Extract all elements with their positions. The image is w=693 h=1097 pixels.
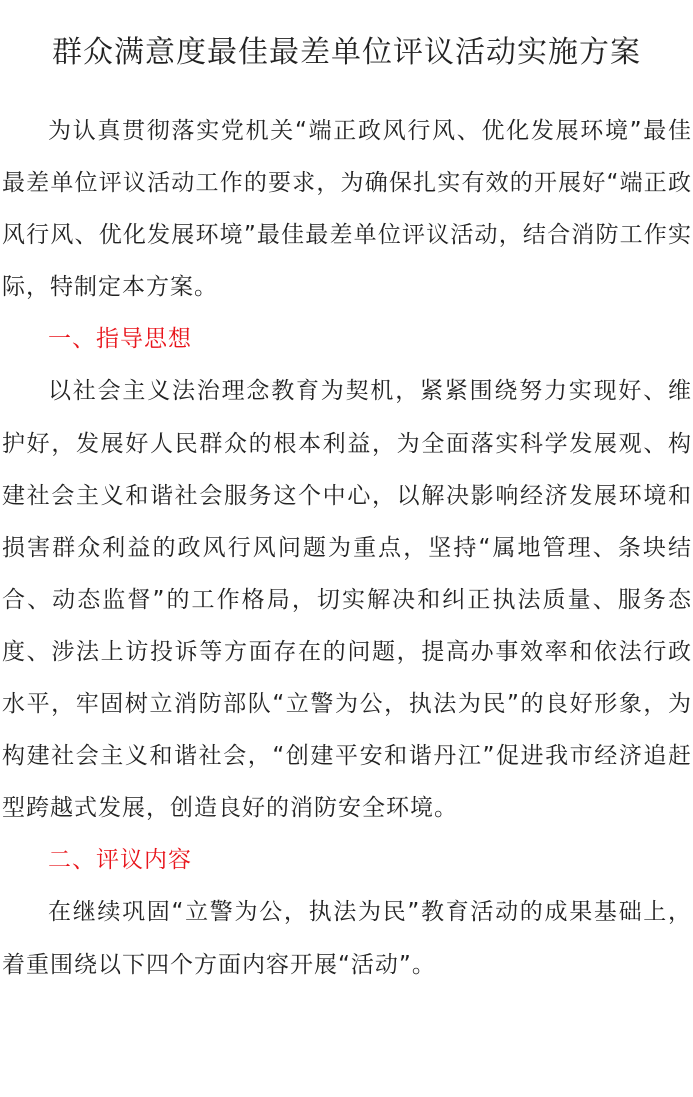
- document-body: [2, 105, 692, 991]
- section-heading-evaluation-content: 二、评议内容: [48, 847, 192, 874]
- section-heading-guiding-ideology: 一、指导思想: [48, 326, 192, 353]
- section-text-evaluation-content: 在继续巩固“立警为公，执法为民”教育活动的成果基础上，着重围绕以下四个方面内容开展“活动”。: [2, 899, 692, 978]
- intro-paragraph: 为认真贯彻落实党机关“端正政风行风、优化发展环境”最佳最差单位评议活动工作的要求，为确保扎实有效的开展好“端正政风行风、优化发展环境”最佳最差单位评议活动，结合消防工作实际，特制定本方案。: [2, 118, 692, 301]
- document-title: 群众满意度最佳最差单位评议活动实施方案: [52, 35, 641, 70]
- section-text-guiding-ideology: 以社会主义法治理念教育为契机，紧紧围绕努力实现好、维护好，发展好人民群众的根本利益，为全面落实科学发展观、构建社会主义和谐社会服务这个中心，以解决影响经济发展环境和损害群众利益的政风行风问题为重点，坚持“属地管理、条块结合、动态监督”的工作格局，切实解决和纠正执法质量、服务态度、涉法上访投诉等方面存在的问题，提高办事效率和依法行政水平，牢固树立消防部队“立警为公，执法为民”的良好形象，为构建社会主义和谐社会，“创建平安和谐丹江”促进我市经济追赶型跨越式发展，创造良好的消防安全环境。: [2, 378, 692, 822]
